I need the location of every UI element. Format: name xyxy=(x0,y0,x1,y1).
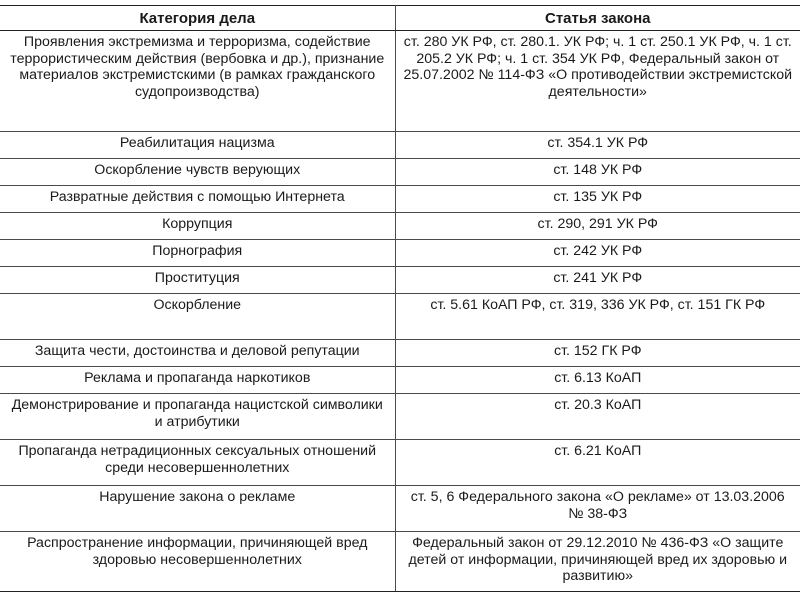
column-header-article: Статья закона xyxy=(395,6,800,31)
category-cell: Реклама и пропаганда наркотиков xyxy=(0,367,395,394)
table-row xyxy=(0,31,800,132)
table-row xyxy=(0,394,800,440)
table-row xyxy=(0,159,800,186)
category-cell: Проявления экстремизма и терроризма, содействие террористическим действия (вербовка и др.), признание материалов экстремистскими (в рамках гражданского судопроизводства) xyxy=(0,31,395,132)
table-row xyxy=(0,486,800,532)
table-row xyxy=(0,294,800,340)
article-cell: ст. 354.1 УК РФ xyxy=(395,132,800,159)
article-cell: ст. 135 УК РФ xyxy=(395,186,800,213)
category-cell: Защита чести, достоинства и деловой репутации xyxy=(0,340,395,367)
table-row xyxy=(0,213,800,240)
article-cell: ст. 241 УК РФ xyxy=(395,267,800,294)
law-table xyxy=(0,5,800,592)
category-cell: Оскорбление чувств верующих xyxy=(0,159,395,186)
table-row xyxy=(0,240,800,267)
category-cell: Порнография xyxy=(0,240,395,267)
article-cell: ст. 6.13 КоАП xyxy=(395,367,800,394)
table-row xyxy=(0,440,800,486)
category-cell: Оскорбление xyxy=(0,294,395,340)
article-cell: ст. 6.21 КоАП xyxy=(395,440,800,486)
category-cell: Нарушение закона о рекламе xyxy=(0,486,395,532)
table-row xyxy=(0,267,800,294)
article-cell: Федеральный закон от 29.12.2010 № 436-ФЗ «О защите детей от информации, причиняющей вред их здоровью и развитию» xyxy=(395,532,800,592)
table-row xyxy=(0,367,800,394)
category-cell: Распространение информации, причиняющей вред здоровью несовершеннолетних xyxy=(0,532,395,592)
table-row xyxy=(0,532,800,592)
article-cell: ст. 148 УК РФ xyxy=(395,159,800,186)
column-header-category: Категория дела xyxy=(0,6,395,31)
article-cell: ст. 5, 6 Федерального закона «О рекламе» от 13.03.2006 № 38-ФЗ xyxy=(395,486,800,532)
category-cell: Развратные действия с помощью Интернета xyxy=(0,186,395,213)
article-cell: ст. 242 УК РФ xyxy=(395,240,800,267)
article-cell: ст. 5.61 КоАП РФ, ст. 319, 336 УК РФ, ст. 151 ГК РФ xyxy=(395,294,800,340)
table-row xyxy=(0,186,800,213)
article-cell: ст. 20.3 КоАП xyxy=(395,394,800,440)
table-row xyxy=(0,340,800,367)
category-cell: Проституция xyxy=(0,267,395,294)
category-cell: Реабилитация нацизма xyxy=(0,132,395,159)
category-cell: Пропаганда нетрадиционных сексуальных отношений среди несовершеннолетних xyxy=(0,440,395,486)
article-cell: ст. 280 УК РФ, ст. 280.1. УК РФ; ч. 1 ст. 250.1 УК РФ, ч. 1 ст. 205.2 УК РФ; ч. 1 ст. 354 УК РФ, Федеральный закон от 25.07.2002 № 114-ФЗ «О противодействии экстремистской деятельности» xyxy=(395,31,800,132)
header-row xyxy=(0,6,800,31)
category-cell: Демонстрирование и пропаганда нацистской символики и атрибутики xyxy=(0,394,395,440)
article-cell: ст. 152 ГК РФ xyxy=(395,340,800,367)
category-cell: Коррупция xyxy=(0,213,395,240)
article-cell: ст. 290, 291 УК РФ xyxy=(395,213,800,240)
table-row xyxy=(0,132,800,159)
